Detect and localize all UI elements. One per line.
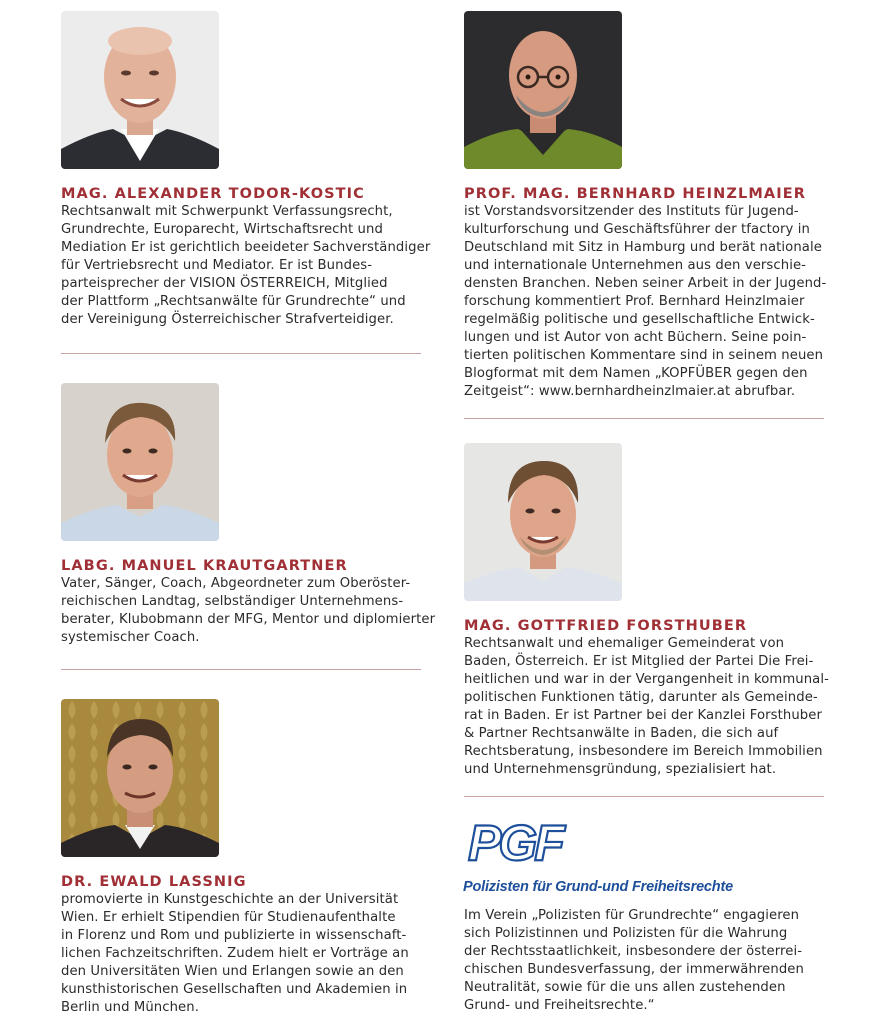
person-bio [61,203,431,329]
bio-line: forschung kommentiert Prof. Bernhard Heinzlmaier [464,294,805,309]
bio-line: in Florenz und Rom und publizierte in wissenschaft- [61,928,407,943]
bio-line: lichen Fachzeitschriften. Zudem hielt er Vorträge an [61,946,409,961]
person-bio [464,635,829,779]
bio-line: kulturforschung und Geschäftsführer der tfactory in [464,222,810,237]
portrait-photo-heinzlmaier [464,11,622,169]
bio-line: Deutschland mit Sitz in Hamburg und berät nationale [464,240,822,255]
person-name: PROF. MAG. BERNHARD HEINZLMAIER [464,186,806,202]
bio-line: der Vereinigung Österreichischer Strafverteidiger. [61,312,394,327]
bio-line: der Plattform „Rechtsanwälte für Grundrechte“ und [61,294,406,309]
bio-line: Rechtsanwalt und ehemaliger Gemeinderat von [464,636,785,651]
bio-line: politischen Funktionen tätig, darunter als Gemeinde- [464,690,818,705]
bio-line: heitlichen und war in der Vergangenheit in kommunal- [464,672,829,687]
bio-line: Wien. Er erhielt Stipendien für Studienaufenthalte [61,910,396,925]
person-bio [464,203,826,401]
bio-line: densten Branchen. Neben seiner Arbeit in der Jugend- [464,276,827,291]
person-bio [61,891,423,1017]
bio-line: Im Verein „Polizisten für Grundrechte“ engagieren [464,908,800,923]
bio-line: für Vertriebsrecht und Mediator. Er ist Bundes- [61,258,373,273]
bio-line: Rechtsanwalt mit Schwerpunkt Verfassungsrecht, [61,204,393,219]
person-name: MAG. GOTTFRIED FORSTHUBER [464,618,748,634]
portrait-photo-lassnig [61,699,219,857]
bio-line: und internationale Unternehmen aus den verschie- [464,258,807,273]
bio-line: & Partner Rechtsanwälte in Baden, die sich auf [464,726,779,741]
section-divider [464,418,824,419]
bio-line: Berlin und München. [61,1000,200,1015]
pgf-logo-letters: PGF [468,816,562,870]
section-divider [464,796,824,797]
bio-line: kunsthistorischen Gesellschaften und Akademien in [61,982,408,997]
pgf-logo-mark [464,816,604,870]
bio-line: tierten politischen Kommentare sind in seinem neuen [464,348,824,363]
person-name: LABG. MANUEL KRAUTGARTNER [61,558,348,574]
bio-line: Neutralität, sowie für die uns allen zustehenden [464,980,786,995]
person-card-todor-kostic [61,11,431,329]
portrait-photo-forsthuber [464,443,622,601]
person-card-lassnig [61,699,423,1017]
bio-line: promovierte in Kunstgeschichte an der Universität [61,892,399,907]
bio-line: und Unternehmensgründung, spezialisiert hat. [464,762,777,777]
bio-line: sich Polizistinnen und Polizisten für die Wahrung [464,926,788,941]
bio-line: Grund- und Freiheitsrechte.“ [464,998,655,1013]
person-card-forsthuber [464,443,829,779]
bio-line: rat in Baden. Er ist Partner bei der Kanzlei Forsthuber [464,708,823,723]
bio-line: reichischen Landtag, selbständiger Unternehmens- [61,594,404,609]
bio-line: lungen und ist Autor von acht Büchern. Seine poin- [464,330,807,345]
person-name: MAG. ALEXANDER TODOR-KOSTIC [61,186,365,202]
portrait-photo-todor-kostic [61,11,219,169]
person-name: DR. EWALD LASSNIG [61,874,247,890]
bio-line: Mediation Er ist gerichtlich beeideter Sachverständiger [61,240,431,255]
portrait-photo-krautgartner [61,383,219,541]
bio-line: chischen Bundesverfassung, der immerwährenden [464,962,804,977]
bio-line: Blogformat mit dem Namen „KOPFÜBER gegen den [464,366,808,381]
bio-line: systemischer Coach. [61,630,200,645]
bio-line: der Rechtsstaatlichkeit, insbesondere der österrei- [464,944,803,959]
section-divider [61,353,421,354]
bio-line: Zeitgeist“: www.bernhardheinzlmaier.at abrufbar. [464,384,796,399]
bio-line: regelmäßig politische und gesellschaftliche Entwick- [464,312,815,327]
pgf-description [464,907,804,1015]
bio-line: Rechtsberatung, insbesondere im Bereich Immobilien [464,744,823,759]
bio-line: berater, Klubobmann der MFG, Mentor und diplomierter [61,612,436,627]
person-card-krautgartner [61,383,436,647]
pgf-logo-text: Polizisten für Grund-und Freiheitsrechte [463,879,733,895]
bio-line: Baden, Österreich. Er ist Mitglied der Partei Die Frei- [464,654,814,669]
pgf-logo [464,816,733,895]
person-card-heinzlmaier [464,11,826,401]
person-bio [61,575,436,647]
bio-line: Grundrechte, Europarecht, Wirtschaftsrecht und [61,222,383,237]
section-divider [61,669,421,670]
bio-line: parteisprecher der VISION ÖSTERREICH, Mitglied [61,276,388,291]
bio-line: Vater, Sänger, Coach, Abgeordneter zum Oberöster- [61,576,411,591]
bio-line: ist Vorstandsvorsitzender des Instituts für Jugend- [464,204,799,219]
bio-line: den Universitäten Wien und Erlangen sowie an den [61,964,404,979]
